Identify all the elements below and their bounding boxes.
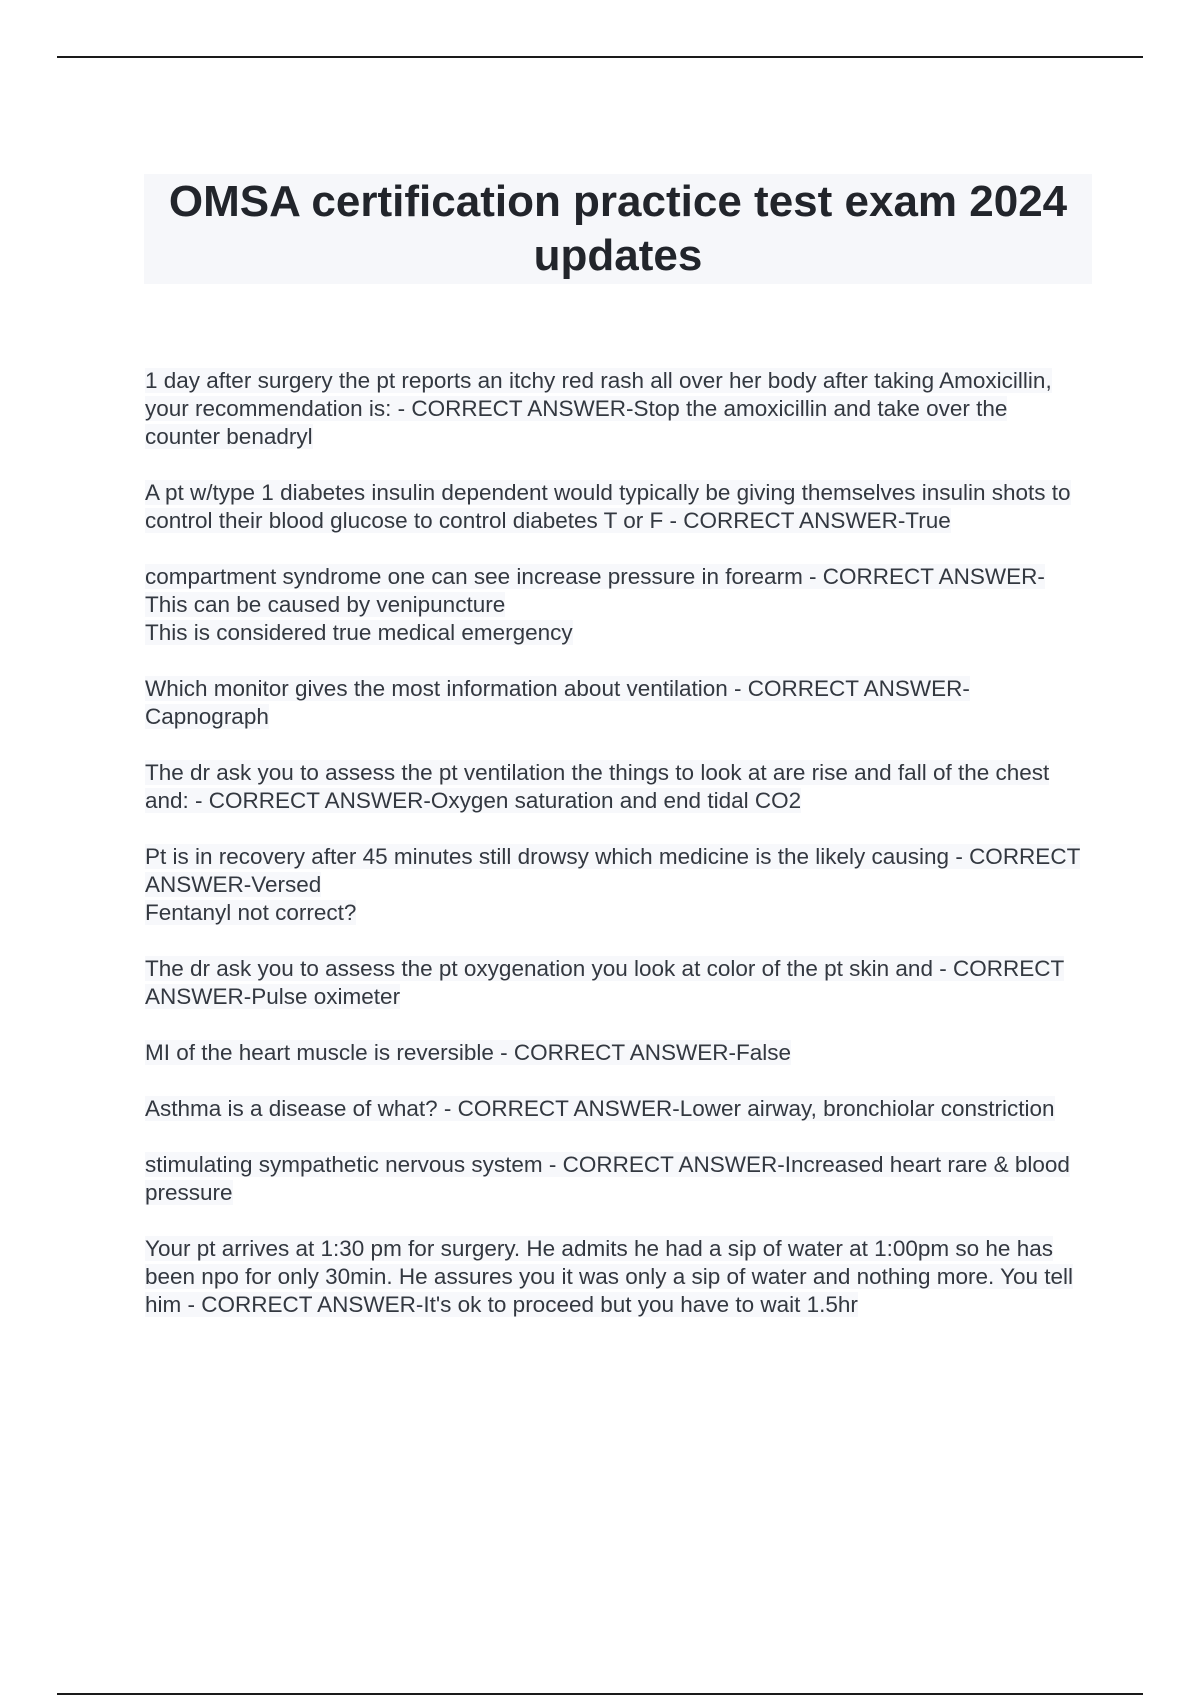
qa-item xyxy=(145,1095,1085,1123)
qa-text: A pt w/type 1 diabetes insulin dependent would typically be giving themselves insulin shots to control their blood glucose to control diabetes T or F - CORRECT ANSWER-True xyxy=(145,480,1071,533)
bottom-rule xyxy=(57,1693,1143,1695)
qa-item xyxy=(145,563,1085,647)
qa-text: Fentanyl not correct? xyxy=(145,900,357,925)
qa-item xyxy=(145,367,1085,451)
qa-text-line xyxy=(145,955,1085,1011)
qa-text-line xyxy=(145,1235,1085,1319)
qa-text-line xyxy=(145,675,1085,731)
qa-list xyxy=(145,367,1085,1347)
qa-text: Which monitor gives the most information about ventilation - CORRECT ANSWER-Capnograph xyxy=(145,676,970,729)
qa-item xyxy=(145,955,1085,1011)
qa-item xyxy=(145,843,1085,927)
qa-text: Pt is in recovery after 45 minutes still drowsy which medicine is the likely causing - CORRECT ANSWER-Versed xyxy=(145,844,1081,897)
qa-text-line xyxy=(145,619,1085,647)
qa-text: 1 day after surgery the pt reports an itchy red rash all over her body after taking Amoxicillin, your recommendation is: - CORRECT ANSWER-Stop the amoxicillin and take over the counter benadryl xyxy=(145,368,1052,449)
qa-text-line xyxy=(145,479,1085,535)
qa-item xyxy=(145,675,1085,731)
qa-item xyxy=(145,479,1085,535)
qa-text-line xyxy=(145,759,1085,815)
qa-text: stimulating sympathetic nervous system - CORRECT ANSWER-Increased heart rare & blood pressure xyxy=(145,1152,1070,1205)
qa-text-line xyxy=(145,1151,1085,1207)
title-banner xyxy=(144,174,1092,284)
qa-text-line xyxy=(145,899,1085,927)
qa-text-line xyxy=(145,843,1085,899)
document-title: OMSA certification practice test exam 2024 updates xyxy=(168,177,1068,280)
qa-text-line xyxy=(145,563,1085,619)
qa-text: The dr ask you to assess the pt oxygenation you look at color of the pt skin and - CORRECT ANSWER-Pulse oximeter xyxy=(145,956,1065,1009)
qa-item xyxy=(145,1151,1085,1207)
qa-text: Your pt arrives at 1:30 pm for surgery. He admits he had a sip of water at 1:00pm so he has been npo for only 30min. He assures you it was only a sip of water and nothing more. You tell him - CORRECT ANSWER-It's ok to proceed but you have to wait 1.5hr xyxy=(145,1236,1074,1317)
qa-item xyxy=(145,759,1085,815)
qa-text-line xyxy=(145,1095,1085,1123)
qa-text-line xyxy=(145,1039,1085,1067)
qa-text: compartment syndrome one can see increase pressure in forearm - CORRECT ANSWER-This can be caused by venipuncture xyxy=(145,564,1045,617)
qa-text: Asthma is a disease of what? - CORRECT ANSWER-Lower airway, bronchiolar constriction xyxy=(145,1096,1055,1121)
qa-item xyxy=(145,1039,1085,1067)
qa-text-line xyxy=(145,367,1085,451)
top-rule xyxy=(57,56,1143,58)
qa-text: This is considered true medical emergency xyxy=(145,620,573,645)
qa-text: MI of the heart muscle is reversible - CORRECT ANSWER-False xyxy=(145,1040,791,1065)
qa-item xyxy=(145,1235,1085,1319)
qa-text: The dr ask you to assess the pt ventilation the things to look at are rise and fall of the chest and: - CORRECT ANSWER-Oxygen saturation and end tidal CO2 xyxy=(145,760,1050,813)
